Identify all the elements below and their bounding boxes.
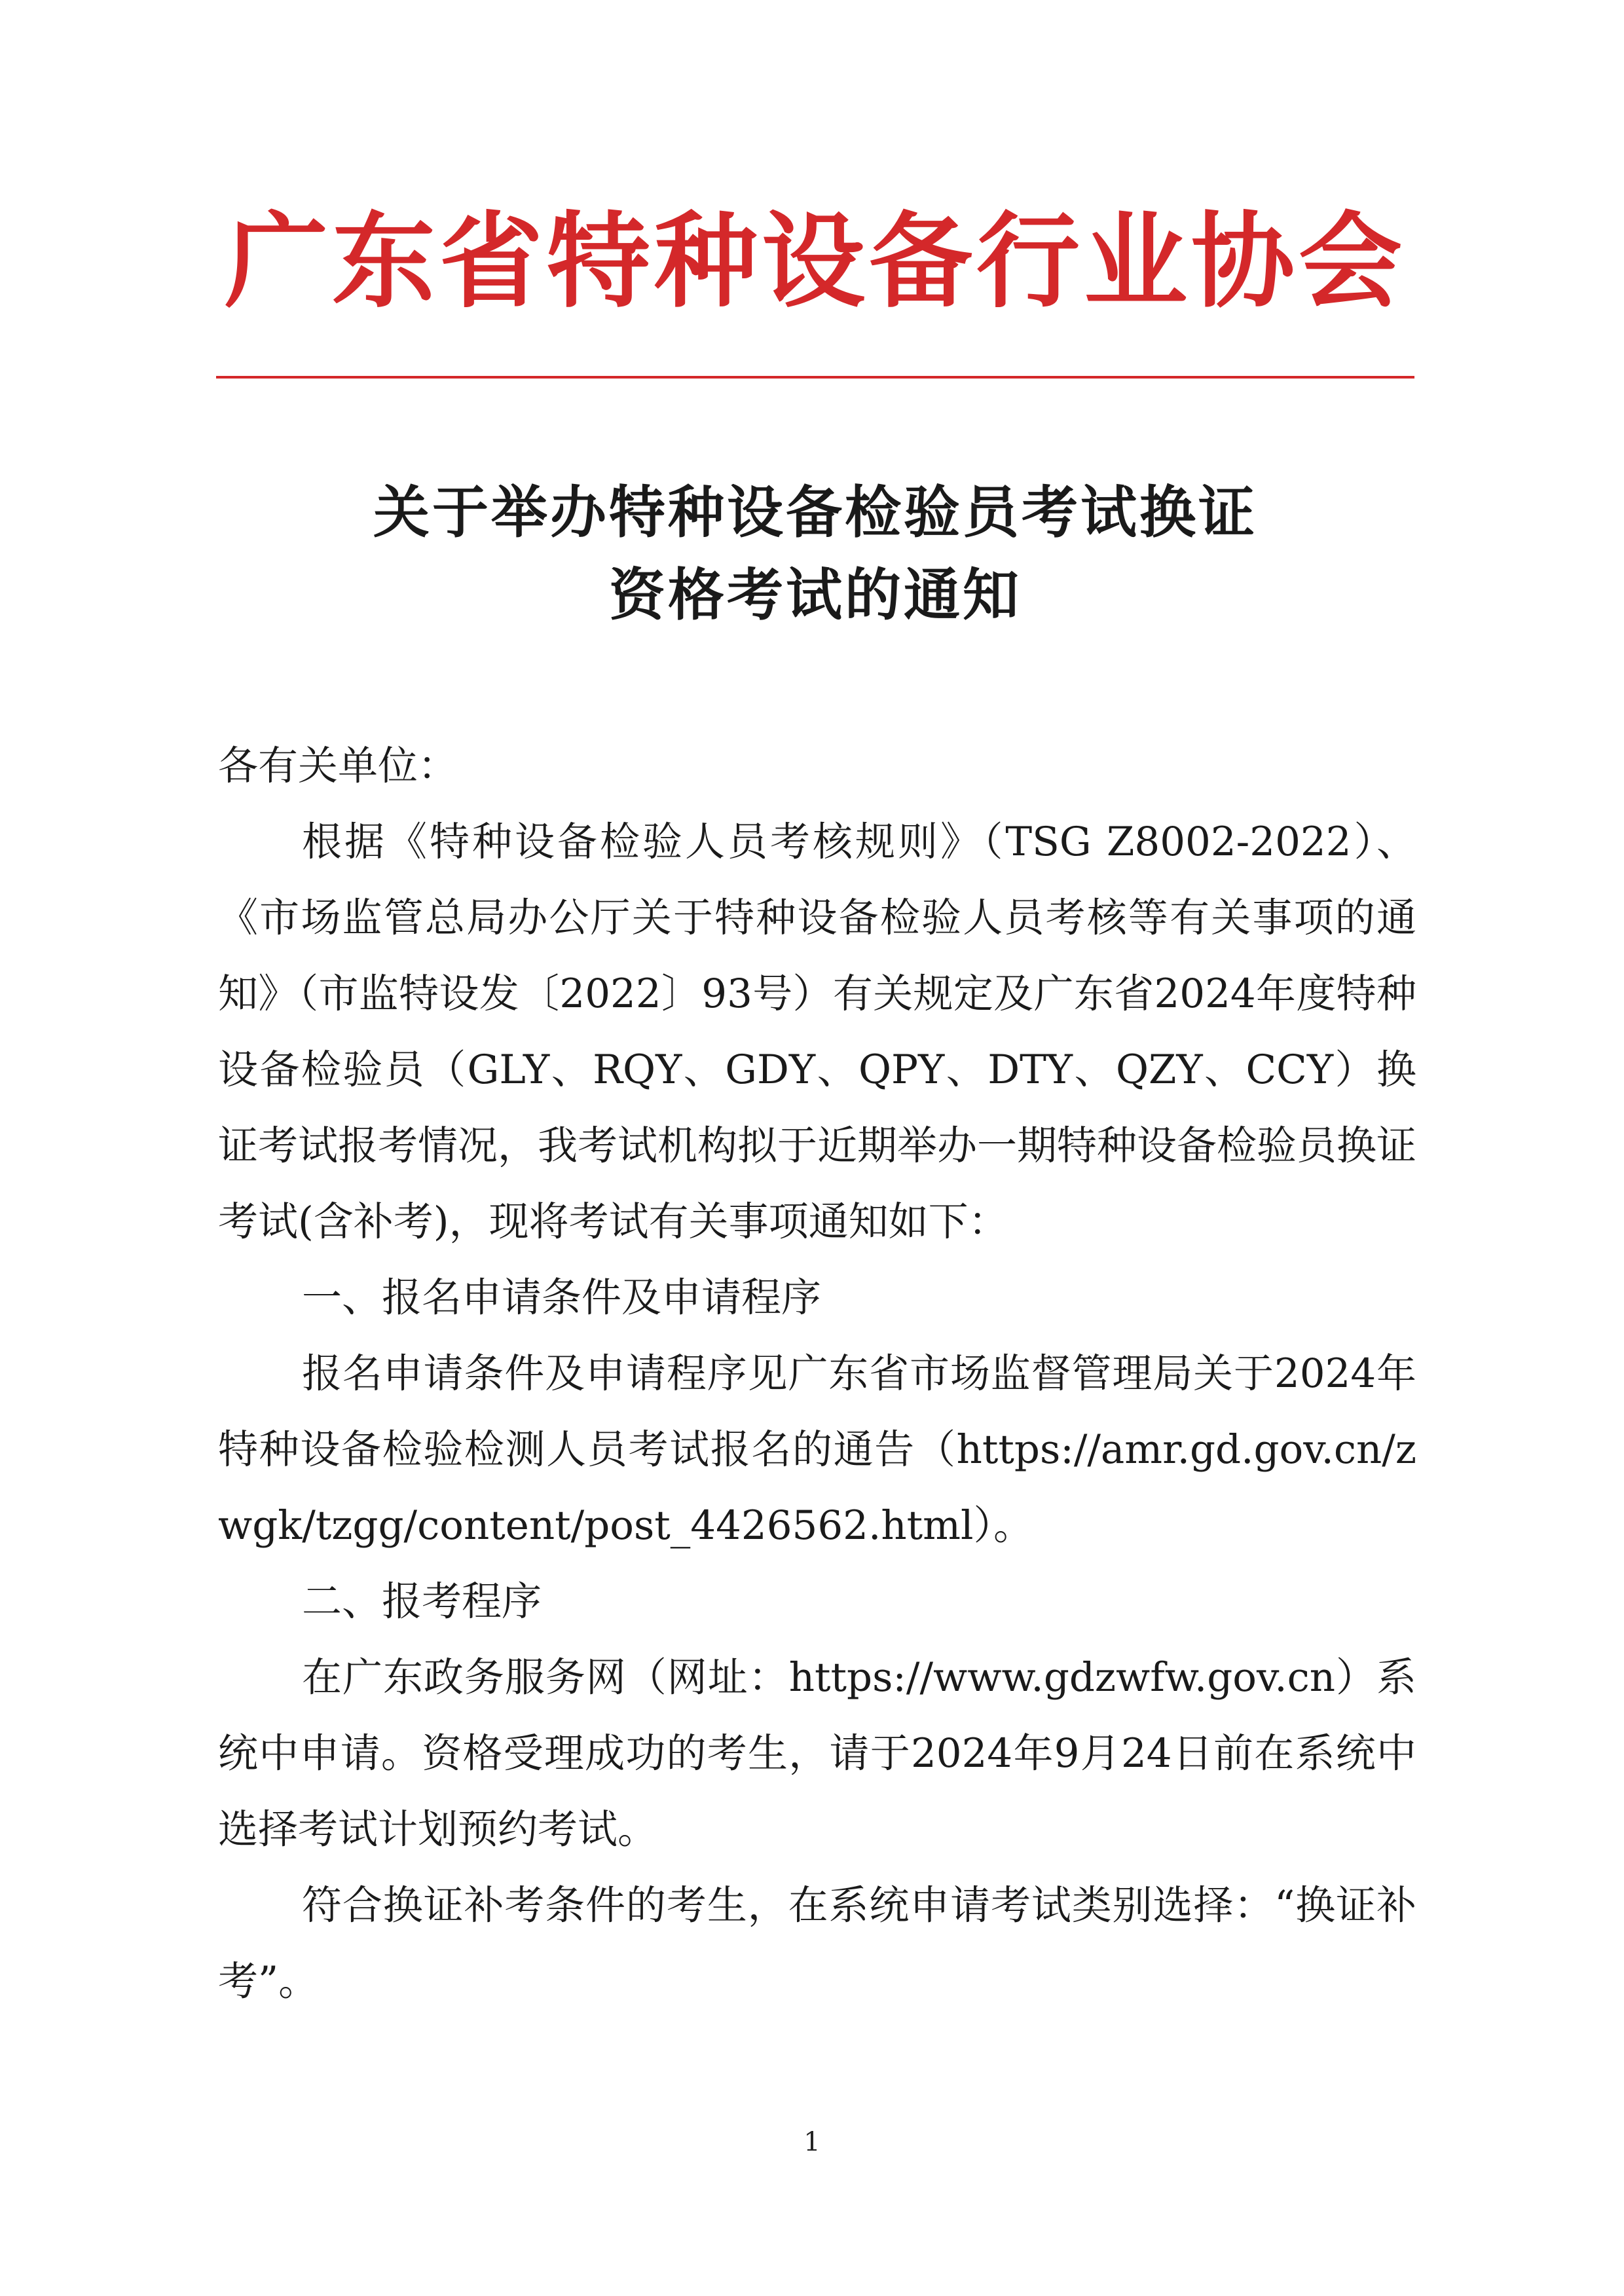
page-number: 1	[803, 2127, 821, 2157]
document-title	[216, 472, 1414, 637]
section-2-heading: 二、报考程序	[302, 1578, 542, 1625]
section-1-paragraph: 报名申请条件及申请程序见广东省市场监督管理局关于2024年特种设备检验检测人员考试报名的通告（https://amr.gd.gov.cn/zwgk/tzgg/content/post_4426562.html）。	[218, 1350, 1416, 1549]
document-title-line-2: 资格考试的通知	[609, 563, 1022, 628]
document-title-line-1: 关于举办特种设备检验员考试换证	[373, 480, 1257, 546]
letterhead-organization-name: 广东省特种设备行业协会	[225, 202, 1406, 322]
section-2-paragraph: 在广东政务服务网（网址：https://www.gdzwfw.gov.cn）系统中申请。资格受理成功的考生，请于2024年9月24日前在系统中选择考试计划预约考试。	[218, 1654, 1416, 1853]
section-2-paragraph-2: 符合换证补考条件的考生，在系统申请考试类别选择：“换证补考”。	[218, 1882, 1416, 2005]
intro-paragraph: 根据《特种设备检验人员考核规则》（TSG Z8002-2022）、《市场监管总局办公厅关于特种设备检验人员考核等有关事项的通知》（市监特设发〔2022〕93号）有关规定及广东省2024年度特种设备检验员（GLY、RQY、GDY、QPY、DTY、QZY、CCY）换证考试报考情况，我考试机构拟于近期举办一期特种设备检验员换证考试(含补考)，现将考试有关事项通知如下：	[218, 819, 1417, 1245]
salutation: 各有关单位：	[218, 743, 458, 789]
letterhead-red-divider	[216, 376, 1414, 379]
section-1-heading: 一、报名申请条件及申请程序	[302, 1274, 822, 1321]
document-body	[218, 728, 1416, 2020]
